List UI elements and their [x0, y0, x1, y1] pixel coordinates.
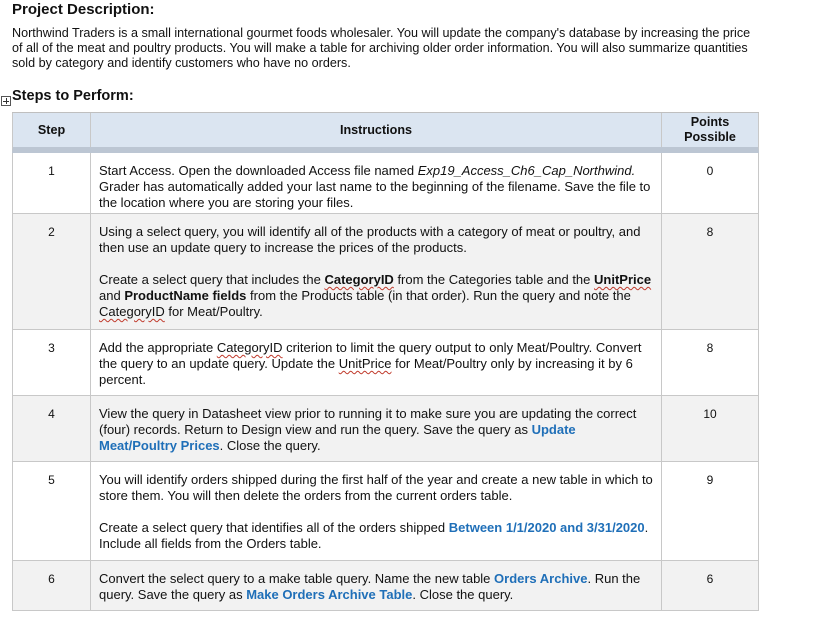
text: from the Products table (in that order). Run the query and note the	[246, 288, 631, 303]
header-instructions: Instructions	[91, 113, 662, 147]
field-name: CategoryID	[99, 304, 165, 319]
text: Grader has automatically added your last name to the beginning of the filename. Save the file to the location where you are storing your files.	[99, 179, 651, 210]
project-description-heading: Project Description:	[12, 1, 155, 18]
step-points: 10	[703, 407, 717, 421]
text: for Meat/Poultry only by increasing it by 6 percent.	[99, 356, 633, 387]
table-row	[12, 330, 759, 396]
text: criterion to limit the query output to only Meat/Poultry. Convert the query to an update query. Update the	[99, 340, 642, 371]
text: View the query in Datasheet view prior to running it to make sure you are updating the correct (four) records. Return to Design view and run the query. Save the query as	[99, 406, 637, 437]
step-number: 3	[13, 330, 91, 395]
header-step: Step	[13, 113, 91, 147]
field-name: CategoryID	[324, 272, 394, 287]
table-header-row	[12, 113, 759, 153]
step-points: 0	[706, 164, 714, 178]
field-name: UnitPrice	[594, 272, 652, 287]
field-name: UnitPrice	[338, 356, 392, 371]
text: from the Categories table and the	[393, 272, 595, 287]
text: . Include all fields from the Orders table.	[99, 520, 649, 551]
step-instructions	[91, 396, 662, 461]
table-row	[12, 396, 759, 462]
field-name: ProductName fields	[124, 288, 247, 303]
step-points: 8	[706, 341, 714, 355]
text: Start Access. Open the downloaded Access file named	[99, 163, 418, 178]
step-instructions	[91, 330, 662, 395]
text: . Run the query. Save the query as	[99, 571, 641, 602]
instruction-paragraph: Using a select query, you will identify all of the products with a category of meat or poultry, and then use an update query to increase the prices of the products.	[99, 224, 641, 255]
text: Create a select query that includes the	[99, 272, 325, 287]
text: Convert the select query to a make table query. Name the new table	[99, 571, 495, 586]
header-points-line1: Points	[690, 115, 730, 129]
step-instructions	[91, 153, 662, 213]
expand-table-icon[interactable]	[1, 96, 11, 106]
text: and	[99, 288, 125, 303]
step-instructions	[91, 462, 662, 560]
steps-table	[12, 112, 759, 611]
query-name: Update Meat/Poultry Prices	[99, 422, 576, 453]
steps-heading: Steps to Perform:	[12, 88, 134, 104]
table-row	[12, 214, 759, 330]
text: . Close the query.	[412, 587, 514, 602]
text: for Meat/Poultry.	[164, 304, 263, 319]
query-name: Make Orders Archive Table	[246, 587, 413, 602]
step-number: 2	[13, 214, 91, 329]
step-instructions	[91, 561, 662, 610]
step-instructions	[91, 214, 662, 329]
text: . Close the query.	[219, 438, 321, 453]
step-number: 1	[13, 153, 91, 213]
field-name: CategoryID	[216, 340, 283, 355]
criterion: Between 1/1/2020 and 3/31/2020	[448, 520, 645, 535]
step-number: 4	[13, 396, 91, 461]
step-points: 8	[706, 225, 714, 239]
step-points: 9	[706, 473, 714, 487]
file-name: Exp19_Access_Ch6_Cap_Northwind.	[417, 163, 636, 178]
project-description-text: Northwind Traders is a small international gourmet foods wholesaler. You will update the company's database by increasing the price of all of the meat and poultry products. You will make a table for archiving older order information. You will also summarize quantities sold by category and identify customers who have no orders.	[12, 26, 751, 70]
table-row	[12, 153, 759, 214]
header-points	[662, 113, 758, 147]
table-row	[12, 462, 759, 561]
table-row	[12, 561, 759, 611]
step-number: 6	[13, 561, 91, 610]
text: Add the appropriate	[99, 340, 217, 355]
header-points-line2: Possible	[684, 130, 736, 144]
text: Create a select query that identifies all of the orders shipped	[99, 520, 449, 535]
instruction-paragraph: You will identify orders shipped during the first half of the year and create a new table in which to store them. You will then delete the orders from the current orders table.	[99, 472, 653, 503]
step-points: 6	[706, 572, 714, 586]
step-number: 5	[13, 462, 91, 560]
table-name: Orders Archive	[494, 571, 588, 586]
